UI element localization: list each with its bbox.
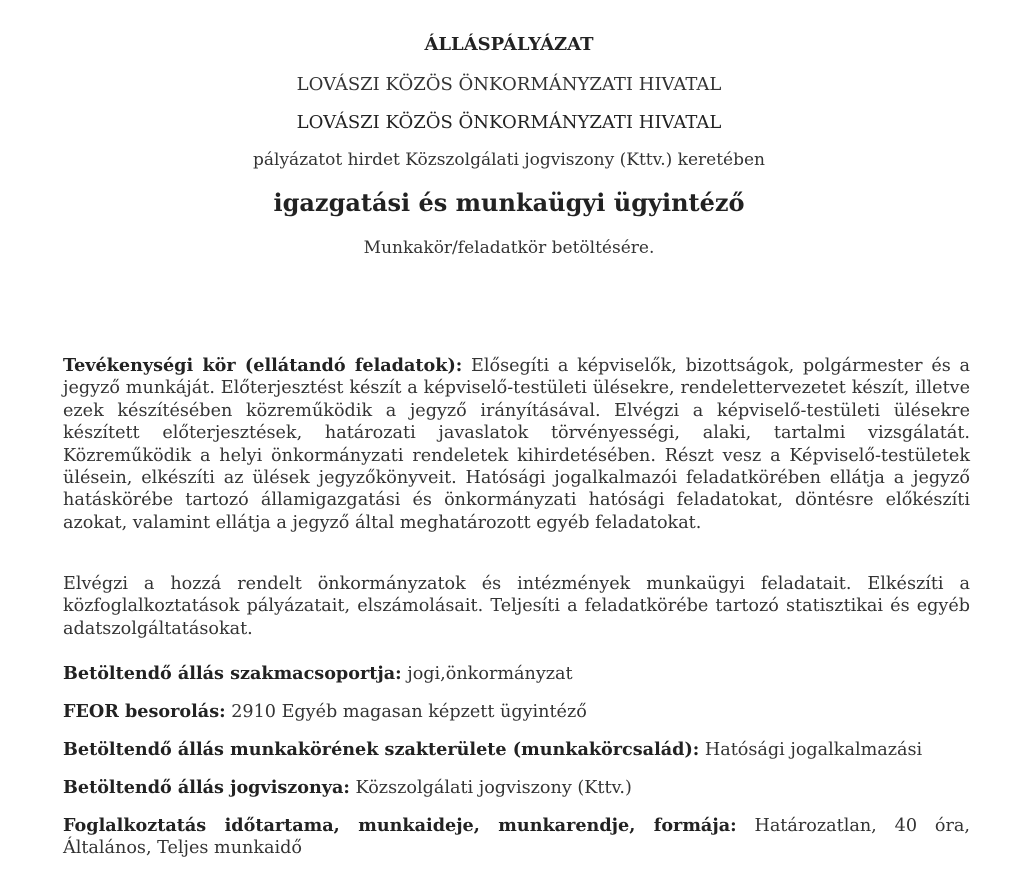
field-employment-terms	[63, 815, 970, 860]
field-value: jogi,önkormányzat	[401, 664, 573, 684]
field-job-family	[63, 739, 970, 761]
field-value: Határozatlan, 40 óra, Általános, Teljes munkaidő	[63, 816, 970, 859]
field-value: Hatósági jogalkalmazási	[699, 740, 923, 760]
document-title: ÁLLÁSPÁLYÁZAT	[424, 34, 594, 55]
duties-text: Elősegíti a képviselők, bizottságok, polgármester és a jegyző munkáját. Előterjesztést készít a képviselő-testületi ülésekre, rendelettervezetet készít, illetve ezek készítésében közreműködik a jegyző irányításával. Elvégzi a képviselő-testületi ülésekre készített előterjesztések, határozati javaslatok törvényességi, alaki, tartalmi vizsgálatát. Közreműködik a helyi önkormányzati rendeletek kihirdetésében. Részt vesz a Képviselő-testületek ülésein, elkészíti az ülések jegyzőkönyveit. Hatósági jogalkalmazói feladatkörében ellátja a jegyző hatáskörébe tartozó államigazgatási és önkormányzati hatósági feladatokat, döntésre előkészíti azokat, valamint ellátja a jegyző által meghatározott egyéb feladatokat.	[63, 356, 970, 533]
field-label: Foglalkoztatás időtartama, munkaideje, munkarendje, formája:	[63, 815, 737, 836]
field-label: FEOR besorolás:	[63, 701, 226, 722]
field-label: Betöltendő állás munkakörének szakterülete (munkakörcsalád):	[63, 739, 700, 760]
field-value: Közszolgálati jogviszony (Kttv.)	[349, 778, 632, 798]
field-label: Betöltendő állás szakmacsoportja:	[63, 663, 402, 684]
duties-label: Tevékenységi kör (ellátandó feladatok):	[63, 355, 463, 376]
duties-section	[63, 355, 970, 534]
position-title: igazgatási és munkaügyi ügyintéző	[273, 188, 745, 217]
field-profession-group	[63, 663, 970, 685]
posting-purpose: Munkakör/feladatkör betöltésére.	[363, 238, 655, 258]
posting-subtitle: pályázatot hirdet Közszolgálati jogviszony (Kttv.) keretében	[253, 150, 765, 170]
organization-name: LOVÁSZI KÖZÖS ÖNKORMÁNYZATI HIVATAL	[296, 74, 722, 95]
duties-section-continued	[63, 573, 970, 640]
organization-name-repeat: LOVÁSZI KÖZÖS ÖNKORMÁNYZATI HIVATAL	[296, 112, 722, 133]
field-label: Betöltendő állás jogviszonya:	[63, 777, 350, 798]
duties-paragraph-2: Elvégzi a hozzá rendelt önkormányzatok és intézmények munkaügyi feladatait. Elkészíti a közfoglalkoztatások pályázatait, elszámolásait. Teljesíti a feladatkörébe tartozó statisztikai és egyéb adatszolgáltatásokat.	[63, 574, 970, 639]
field-feor	[63, 701, 970, 723]
employment-terms-paragraph	[63, 815, 970, 860]
field-value: 2910 Egyéb magasan képzett ügyintéző	[225, 702, 587, 722]
duties-paragraph	[63, 355, 970, 534]
field-legal-relationship	[63, 777, 970, 799]
